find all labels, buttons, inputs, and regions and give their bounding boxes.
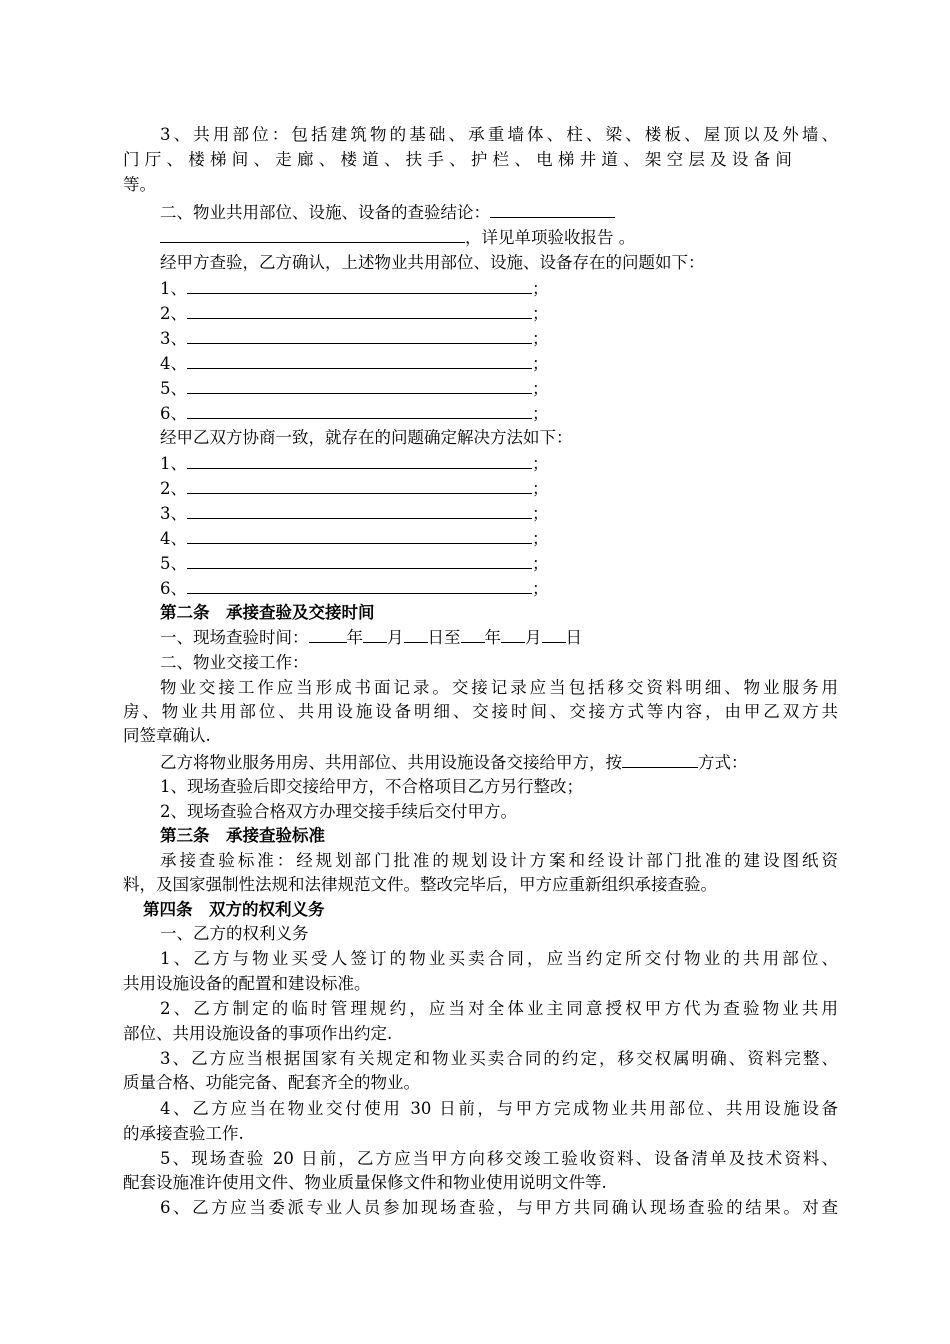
inspection-conclusion: [160, 200, 875, 224]
handover-option-2: 2、现场查验合格双方办理交接手续后交付甲方。: [160, 802, 517, 821]
solutions-intro: 经甲乙双方协商一致，就存在的问题确定解决方法如下：: [160, 428, 573, 447]
solution-blank[interactable]: [187, 476, 532, 494]
obligation-1-line-2: 共用设施设备的配置和建设标准。: [123, 974, 371, 993]
conclusion-suffix: ，详见单项验收报告 。: [465, 228, 636, 247]
obligation-3-line-1: 3、乙方应当根据国家有关规定和物业买卖合同的约定，移交权属明确、资料完整、: [160, 1049, 838, 1068]
line-end: ；: [532, 329, 549, 348]
issue-number: 6、: [160, 404, 187, 423]
article-2-title: 第二条 承接查验及交接时间: [160, 603, 375, 622]
party-b-rights-title: 一、乙方的权利义务: [160, 924, 309, 943]
inspection-time-label: 一、现场查验时间：: [160, 628, 309, 647]
article-3-title: 第三条 承接查验标准: [160, 826, 325, 845]
obligation-2-line-1: 2、乙方制定的临时管理规约，应当对全体业主同意授权甲方代为查验物业共用: [160, 999, 838, 1018]
issue-blank[interactable]: [187, 326, 532, 344]
solution-number: 2、: [160, 479, 187, 498]
conclusion-blank-2[interactable]: [160, 225, 465, 243]
inspection-time: [160, 625, 875, 649]
handover-option-1: 1、现场查验后即交接给甲方，不合格项目乙方另行整改；: [160, 777, 583, 796]
conclusion-blank-1[interactable]: [490, 200, 615, 218]
year-label: 年: [484, 628, 501, 647]
day-label: 日: [427, 628, 444, 647]
issue-blank[interactable]: [187, 376, 532, 394]
inspection-conclusion-label: 二、物业共用部位、设施、设备的查验结论：: [160, 203, 490, 222]
line-end: ；: [532, 404, 549, 423]
obligation-1-line-1: 1、乙方与物业买受人签订的物业买卖合同，应当约定所交付物业的共用部位、: [160, 949, 838, 968]
solution-blank[interactable]: [187, 576, 532, 594]
issue-item: [160, 376, 875, 400]
solution-blank[interactable]: [187, 551, 532, 569]
issues-intro: 经甲方查验，乙方确认，上述物业共用部位、设施、设备存在的问题如下：: [160, 253, 705, 272]
inspection-conclusion-cont: [160, 225, 875, 249]
solution-item: [160, 576, 875, 600]
line-end: ；: [532, 279, 549, 298]
obligation-5-line-2: 配套设施准许使用文件、物业质量保修文件和物业使用说明文件等.: [123, 1173, 607, 1192]
month-label: 月: [525, 628, 542, 647]
issue-number: 5、: [160, 379, 187, 398]
handover-para-line-1: 物业交接工作应当形成书面记录。交接记录应当包括移交资料明细、物业服务用: [160, 678, 838, 697]
solution-blank[interactable]: [187, 526, 532, 544]
shared-parts-line-1: 3、共用部位：包括建筑物的基础、承重墙体、柱、梁、楼板、屋顶以及外墙、: [160, 125, 838, 144]
issue-blank[interactable]: [187, 301, 532, 319]
end-month-blank[interactable]: [501, 625, 525, 643]
solution-item: [160, 501, 875, 525]
issue-item: [160, 401, 875, 425]
start-month-blank[interactable]: [363, 625, 387, 643]
start-year-blank[interactable]: [309, 625, 347, 643]
start-day-blank[interactable]: [404, 625, 428, 643]
line-end: ；: [532, 379, 549, 398]
standard-line-2: 料，及国家强制性法规和法律规范文件。整改完毕后，甲方应重新组织承接查验。: [123, 875, 717, 894]
solution-item: [160, 476, 875, 500]
solution-number: 6、: [160, 579, 187, 598]
issue-number: 3、: [160, 329, 187, 348]
standard-line-1: 承接查验标准：经规划部门批准的规划设计方案和经设计部门批准的建设图纸资: [160, 851, 838, 870]
line-end: ；: [532, 529, 549, 548]
line-end: ；: [532, 579, 549, 598]
issue-blank[interactable]: [187, 276, 532, 294]
solution-item: [160, 526, 875, 550]
solution-number: 5、: [160, 554, 187, 573]
solution-number: 4、: [160, 529, 187, 548]
line-end: ；: [532, 454, 549, 473]
obligation-2-line-2: 部位、共用设施设备的事项作出约定.: [123, 1024, 393, 1043]
solution-item: [160, 551, 875, 575]
obligation-4-line-2: 的承接查验工作.: [123, 1124, 244, 1143]
obligation-4-line-1: 4、乙方应当在物业交付使用 30 日前，与甲方完成物业共用部位、共用设施设备: [160, 1099, 838, 1118]
year-label: 年: [346, 628, 363, 647]
end-day-blank[interactable]: [542, 625, 566, 643]
obligation-6-line-1: 6、乙方应当委派专业人员参加现场查验，与甲方共同确认现场查验的结果。对查: [160, 1198, 838, 1217]
line-end: ；: [532, 354, 549, 373]
issue-number: 2、: [160, 304, 187, 323]
issue-item: [160, 276, 875, 300]
day-label: 日: [565, 628, 582, 647]
handover-method-text: 乙方将物业服务用房、共用部位、共用设施设备交接给甲方，按: [160, 753, 622, 772]
handover-method-suffix: 方式：: [698, 753, 748, 772]
issue-item: [160, 301, 875, 325]
shared-parts-line-2: 门 厅 、 楼 梯 间 、 走 廊 、 楼 道 、 扶 手 、 护 栏 、 电 梯 井 道 、 架 空 层 及 设 备 间: [123, 150, 792, 169]
handover-para-line-3: 同签章确认.: [123, 726, 211, 745]
issue-number: 4、: [160, 354, 187, 373]
handover-method: [160, 750, 875, 774]
issue-blank[interactable]: [187, 401, 532, 419]
issue-item: [160, 326, 875, 350]
solution-item: [160, 451, 875, 475]
handover-para-line-2: 房、物业共用部位、共用设施设备明细、交接时间、交接方式等内容，由甲乙双方共: [123, 702, 838, 721]
obligation-5-line-1: 5、现场查验 20 日前，乙方应当甲方向移交竣工验收资料、设备清单及技术资料、: [160, 1149, 838, 1168]
obligation-3-line-2: 质量合格、功能完备、配套齐全的物业。: [123, 1073, 420, 1092]
shared-parts-line-3: 等。: [123, 175, 156, 194]
issue-item: [160, 351, 875, 375]
to-label: 至: [444, 628, 461, 647]
line-end: ；: [532, 479, 549, 498]
handover-title: 二、物业交接工作：: [160, 653, 309, 672]
solution-number: 1、: [160, 454, 187, 473]
end-year-blank[interactable]: [461, 625, 485, 643]
article-4-title: 第四条 双方的权利义务: [143, 900, 325, 919]
month-label: 月: [387, 628, 404, 647]
issue-blank[interactable]: [187, 351, 532, 369]
line-end: ；: [532, 504, 549, 523]
solution-number: 3、: [160, 504, 187, 523]
line-end: ；: [532, 304, 549, 323]
line-end: ；: [532, 554, 549, 573]
solution-blank[interactable]: [187, 501, 532, 519]
issue-number: 1、: [160, 279, 187, 298]
solution-blank[interactable]: [187, 451, 532, 469]
handover-method-blank[interactable]: [622, 750, 698, 768]
